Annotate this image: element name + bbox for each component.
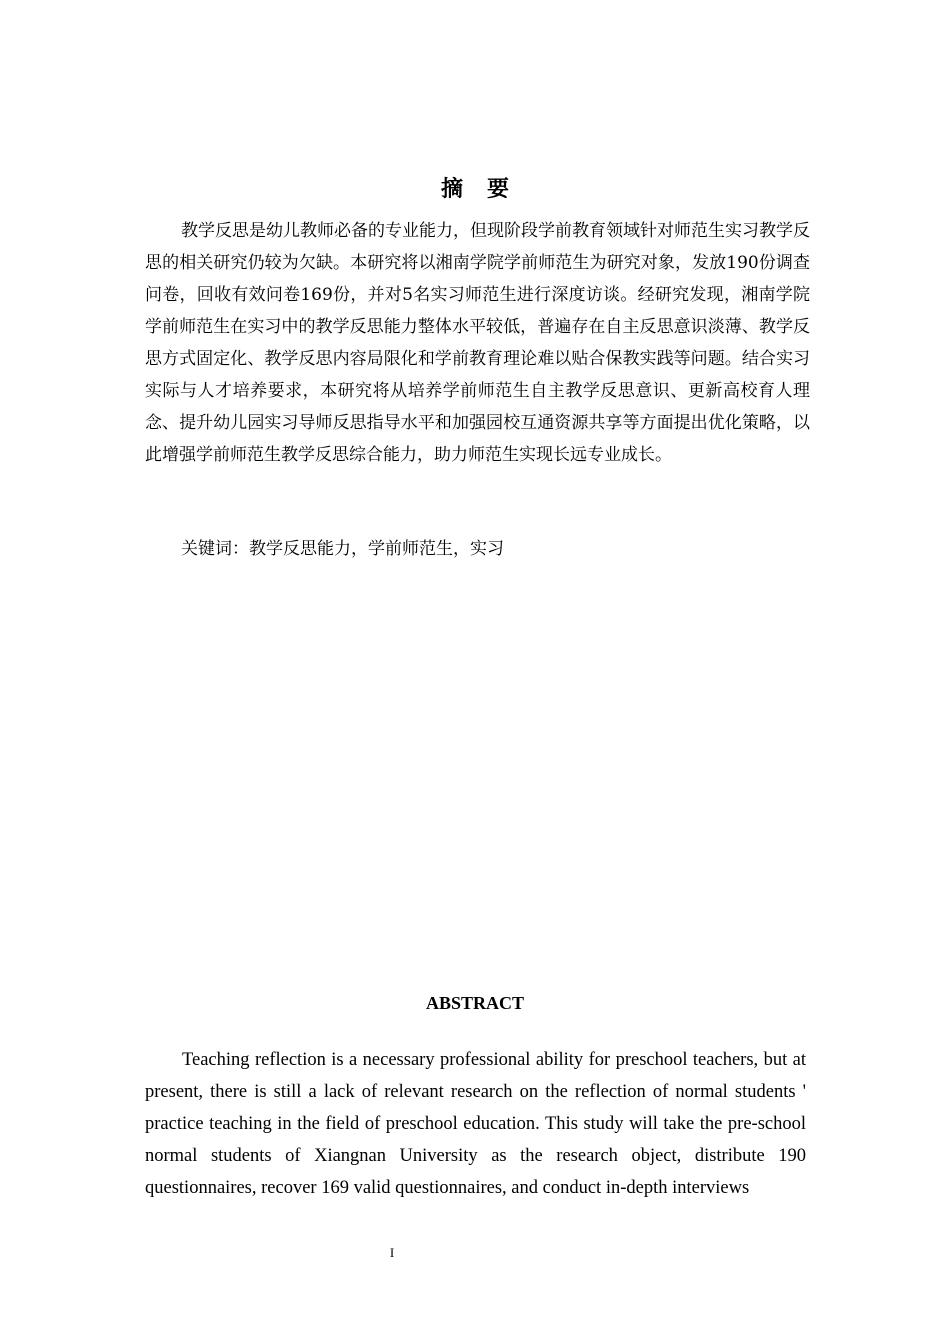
chinese-keywords: 关键词：教学反思能力，学前师范生，实习: [181, 539, 504, 559]
english-abstract-body: Teaching reflection is a necessary professional ability for preschool teachers, but at present, there is still a lack of relevant research on the reflection of normal students ' practice teaching in the field of preschool education. This study will take the pre-school normal students of Xiangnan University as the research object, distribute 190 questionnaires, recover 169 valid questionnaires, and conduct in-depth interviews: [145, 1050, 806, 1198]
chinese-abstract-title: 摘要: [440, 177, 533, 202]
page-number: I: [389, 1245, 395, 1260]
english-abstract-title: ABSTRACT: [425, 993, 525, 1013]
chinese-abstract-body: 教学反思是幼儿教师必备的专业能力，但现阶段学前教育领域针对师范生实习教学反思的相关研究仍较为欠缺。本研究将以湘南学院学前师范生为研究对象，发放190份调查问卷，回收有效问卷169份，并对5名实习师范生进行深度访谈。经研究发现，湘南学院学前师范生在实习中的教学反思能力整体水平较低，普遍存在自主反思意识淡薄、教学反思方式固定化、教学反思内容局限化和学前教育理论难以贴合保教实践等问题。结合实习实际与人才培养要求，本研究将从培养学前师范生自主教学反思意识、更新高校育人理念、提升幼儿园实习导师反思指导水平和加强园校互通资源共享等方面提出优化策略，以此增强学前师范生教学反思综合能力，助力师范生实现长远专业成长。: [145, 221, 810, 465]
